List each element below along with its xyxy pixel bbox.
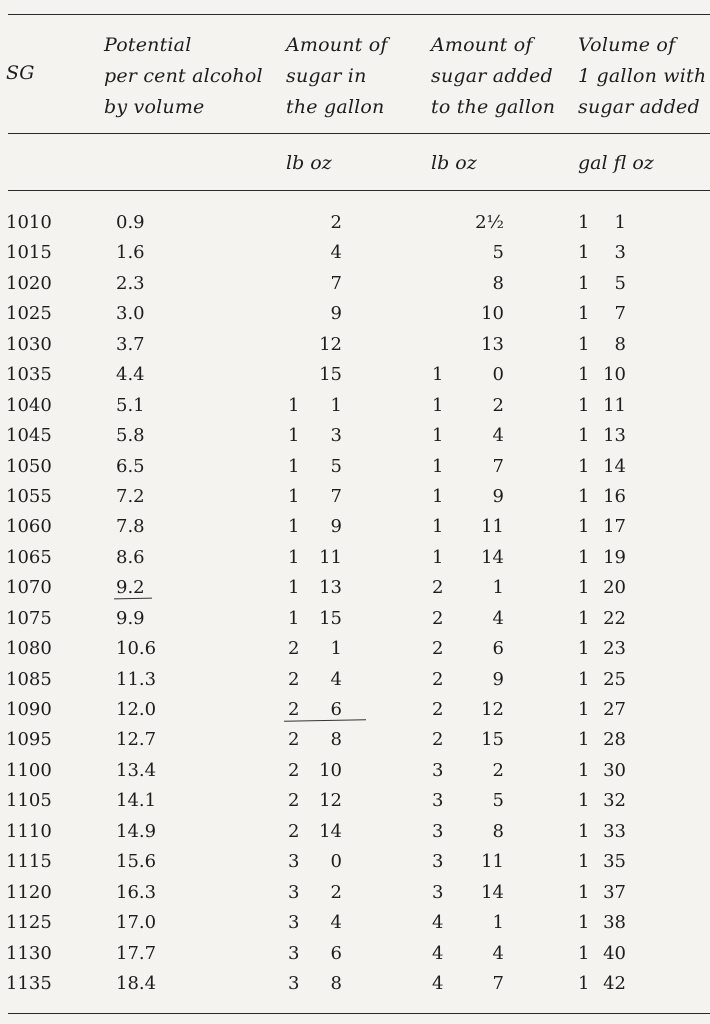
table-row [0, 269, 710, 299]
sugar-in-lb-cell: 1 [288, 425, 300, 447]
sugar-added-oz-cell: 4 [492, 942, 504, 964]
percent-cell: 15.6 [116, 851, 157, 873]
sugar-added-oz-cell: 7 [492, 455, 504, 477]
sugar-added-lb-cell: 1 [432, 394, 444, 416]
percent-cell: 14.1 [116, 790, 157, 812]
table-row [0, 238, 710, 268]
volume-gal-cell: 1 [578, 790, 590, 812]
sg-cell: 1035 [6, 364, 52, 386]
sugar-in-oz-cell: 6 [330, 942, 342, 964]
table-row [0, 756, 710, 786]
sugar-added-lb-cell: 2 [432, 668, 444, 690]
table-body [0, 208, 710, 999]
sugar-added-oz-cell: 14 [481, 881, 504, 903]
sugar-in-oz-cell: 14 [319, 820, 342, 842]
sugar-added-lb-cell: 1 [432, 485, 444, 507]
percent-cell: 3.7 [116, 333, 145, 355]
sg-cell: 1090 [6, 699, 52, 720]
sugar-added-oz-cell: 2 [492, 394, 504, 416]
header-rule [8, 133, 710, 134]
sugar-in-lb-cell: 1 [288, 485, 300, 507]
header-potential: Potential per cent alcohol by volume [104, 34, 263, 118]
volume-gal-cell: 1 [578, 881, 590, 903]
sugar-in-lb-cell: 2 [288, 729, 300, 751]
table-row [0, 817, 710, 847]
volume-floz-cell: 22 [603, 607, 626, 629]
percent-cell: 11.3 [116, 668, 157, 690]
volume-gal-cell: 1 [578, 242, 590, 264]
sugar-in-lb-cell: 1 [288, 607, 300, 629]
volume-floz-cell: 33 [603, 820, 626, 842]
volume-floz-cell: 28 [603, 729, 626, 751]
sg-cell: 1125 [6, 912, 52, 934]
volume-floz-cell: 40 [603, 942, 626, 964]
table-top-rule [8, 14, 710, 15]
table-row [0, 299, 710, 329]
sg-cell: 1105 [6, 790, 52, 812]
table-row [0, 634, 710, 664]
volume-floz-cell: 30 [603, 759, 626, 781]
sugar-in-lb-cell: 2 [288, 820, 300, 842]
table-row [0, 878, 710, 908]
sugar-in-oz-cell: 7 [330, 272, 342, 294]
volume-floz-cell: 13 [603, 425, 626, 447]
sugar-in-oz-cell: 8 [330, 972, 342, 994]
volume-floz-cell: 14 [603, 455, 626, 477]
volume-gal-cell: 1 [578, 364, 590, 386]
table-row [0, 573, 710, 603]
volume-gal-cell: 1 [578, 851, 590, 873]
volume-floz-cell: 16 [603, 485, 626, 507]
sugar-added-oz-cell: 2½ [475, 212, 504, 233]
sugar-in-oz-cell: 4 [330, 668, 342, 690]
sugar-in-oz-cell: 5 [330, 455, 342, 477]
sugar-in-oz-cell: 4 [330, 242, 342, 264]
sg-cell: 1075 [6, 607, 52, 629]
volume-floz-cell: 37 [603, 881, 626, 903]
table-row [0, 908, 710, 938]
sugar-in-lb-cell: 1 [288, 455, 300, 477]
sugar-in-lb-cell: 3 [288, 881, 300, 903]
table-row [0, 421, 710, 451]
sg-cell: 1040 [6, 394, 52, 416]
sugar-in-lb-cell: 1 [288, 546, 300, 568]
sg-cell: 1050 [6, 455, 52, 477]
sugar-added-lb-cell: 2 [432, 607, 444, 629]
volume-floz-cell: 3 [614, 242, 626, 264]
sugar-in-oz-cell: 8 [330, 729, 342, 751]
sugar-added-lb-cell: 3 [432, 881, 444, 903]
percent-cell: 5.1 [116, 394, 145, 416]
sg-cell: 1015 [6, 242, 52, 264]
sugar-added-oz-cell: 15 [481, 729, 504, 751]
sugar-added-lb-cell: 2 [432, 699, 444, 720]
percent-cell: 5.8 [116, 425, 145, 447]
volume-gal-cell: 1 [578, 212, 590, 233]
sugar-in-oz-cell: 11 [319, 546, 342, 568]
unit-amount-in: lb oz [286, 152, 332, 174]
volume-gal-cell: 1 [578, 425, 590, 447]
unit-amount-added: lb oz [431, 152, 477, 174]
sugar-added-lb-cell: 2 [432, 577, 444, 599]
sugar-in-oz-cell: 9 [330, 516, 342, 538]
sg-cell: 1060 [6, 516, 52, 538]
sugar-in-oz-cell: 2 [330, 881, 342, 903]
table-row [0, 725, 710, 755]
header-amount-added: Amount of sugar added to the gallon [431, 34, 556, 118]
sugar-in-oz-cell: 15 [319, 607, 342, 629]
sugar-in-lb-cell: 2 [288, 668, 300, 690]
sugar-added-lb-cell: 3 [432, 851, 444, 873]
volume-gal-cell: 1 [578, 912, 590, 934]
sugar-added-oz-cell: 14 [481, 546, 504, 568]
volume-gal-cell: 1 [578, 729, 590, 751]
volume-floz-cell: 1 [614, 212, 626, 233]
sugar-added-oz-cell: 5 [492, 790, 504, 812]
sugar-in-oz-cell: 10 [319, 759, 342, 781]
sugar-in-oz-cell: 3 [330, 425, 342, 447]
unit-volume: gal fl oz [578, 152, 654, 174]
sugar-added-lb-cell: 1 [432, 364, 444, 386]
percent-cell: 10.6 [116, 638, 157, 660]
sugar-added-lb-cell: 4 [432, 972, 444, 994]
sugar-added-lb-cell: 4 [432, 912, 444, 934]
volume-gal-cell: 1 [578, 577, 590, 599]
volume-floz-cell: 42 [603, 972, 626, 994]
header-sg: SG [6, 62, 35, 84]
table-row [0, 391, 710, 421]
percent-cell: 17.0 [116, 912, 157, 934]
sg-cell: 1030 [6, 333, 52, 355]
volume-floz-cell: 35 [603, 851, 626, 873]
sg-cell: 1100 [6, 759, 52, 781]
sg-cell: 1020 [6, 272, 52, 294]
sugar-added-oz-cell: 5 [492, 242, 504, 264]
volume-gal-cell: 1 [578, 607, 590, 629]
sugar-in-lb-cell: 1 [288, 577, 300, 599]
volume-gal-cell: 1 [578, 972, 590, 994]
volume-floz-cell: 8 [614, 333, 626, 355]
sugar-in-lb-cell: 2 [288, 638, 300, 660]
percent-cell: 0.9 [116, 212, 145, 233]
sugar-added-lb-cell: 4 [432, 942, 444, 964]
sugar-added-oz-cell: 9 [492, 668, 504, 690]
percent-cell: 18.4 [116, 972, 157, 994]
sugar-added-oz-cell: 4 [492, 425, 504, 447]
table-row [0, 512, 710, 542]
percent-cell: 1.6 [116, 242, 145, 264]
volume-gal-cell: 1 [578, 638, 590, 660]
volume-floz-cell: 10 [603, 364, 626, 386]
sugar-in-oz-cell: 1 [330, 638, 342, 660]
volume-floz-cell: 23 [603, 638, 626, 660]
percent-cell: 12.7 [116, 729, 157, 751]
volume-gal-cell: 1 [578, 272, 590, 294]
volume-gal-cell: 1 [578, 942, 590, 964]
percent-cell: 9.9 [116, 607, 145, 629]
sg-cell: 1045 [6, 425, 52, 447]
table-row [0, 482, 710, 512]
sugar-in-oz-cell: 0 [330, 851, 342, 873]
table-row [0, 786, 710, 816]
table-row [0, 208, 710, 238]
sugar-in-lb-cell: 2 [288, 699, 300, 720]
sugar-added-lb-cell: 1 [432, 546, 444, 568]
volume-gal-cell: 1 [578, 546, 590, 568]
sugar-added-oz-cell: 8 [492, 820, 504, 842]
sg-cell: 1010 [6, 212, 52, 233]
percent-cell: 7.8 [116, 516, 145, 538]
table-row [0, 847, 710, 877]
table-row [0, 939, 710, 969]
volume-gal-cell: 1 [578, 820, 590, 842]
sugar-added-oz-cell: 7 [492, 972, 504, 994]
sugar-added-lb-cell: 1 [432, 425, 444, 447]
percent-cell: 6.5 [116, 455, 145, 477]
sugar-added-lb-cell: 3 [432, 759, 444, 781]
sg-cell: 1080 [6, 638, 52, 660]
sugar-added-oz-cell: 8 [492, 272, 504, 294]
sg-cell: 1070 [6, 577, 52, 599]
sg-cell: 1130 [6, 942, 52, 964]
sugar-in-oz-cell: 4 [330, 912, 342, 934]
volume-floz-cell: 27 [603, 699, 626, 720]
sugar-in-oz-cell: 13 [319, 577, 342, 599]
table-row [0, 452, 710, 482]
volume-floz-cell: 11 [603, 394, 626, 416]
volume-floz-cell: 19 [603, 546, 626, 568]
sugar-in-oz-cell: 15 [319, 364, 342, 386]
sg-cell: 1085 [6, 668, 52, 690]
percent-cell: 14.9 [116, 820, 157, 842]
sg-cell: 1135 [6, 972, 52, 994]
sugar-added-oz-cell: 6 [492, 638, 504, 660]
volume-floz-cell: 25 [603, 668, 626, 690]
units-rule [8, 190, 710, 191]
sugar-added-oz-cell: 12 [481, 699, 504, 720]
sugar-added-oz-cell: 10 [481, 303, 504, 325]
table-row [0, 360, 710, 390]
volume-gal-cell: 1 [578, 333, 590, 355]
sugar-added-lb-cell: 3 [432, 790, 444, 812]
table-row [0, 604, 710, 634]
volume-floz-cell: 32 [603, 790, 626, 812]
sugar-added-lb-cell: 2 [432, 638, 444, 660]
percent-cell: 17.7 [116, 942, 157, 964]
sugar-in-oz-cell: 2 [330, 212, 342, 233]
sugar-in-lb-cell: 2 [288, 759, 300, 781]
sugar-in-lb-cell: 1 [288, 394, 300, 416]
volume-gal-cell: 1 [578, 516, 590, 538]
percent-cell: 4.4 [116, 364, 145, 386]
percent-cell: 2.3 [116, 272, 145, 294]
volume-gal-cell: 1 [578, 303, 590, 325]
percent-cell: 9.2 [116, 577, 145, 599]
percent-cell: 13.4 [116, 759, 157, 781]
sugar-added-oz-cell: 11 [481, 516, 504, 538]
volume-floz-cell: 17 [603, 516, 626, 538]
sugar-added-oz-cell: 1 [492, 577, 504, 599]
sugar-added-oz-cell: 0 [492, 364, 504, 386]
sugar-added-oz-cell: 2 [492, 759, 504, 781]
sugar-added-oz-cell: 4 [492, 607, 504, 629]
volume-floz-cell: 20 [603, 577, 626, 599]
sugar-added-lb-cell: 1 [432, 516, 444, 538]
volume-floz-cell: 7 [614, 303, 626, 325]
sugar-in-oz-cell: 6 [330, 699, 342, 720]
volume-floz-cell: 38 [603, 912, 626, 934]
percent-cell: 7.2 [116, 485, 145, 507]
header-volume: Volume of 1 gallon with sugar added [578, 34, 707, 118]
sugar-added-oz-cell: 1 [492, 912, 504, 934]
sg-cell: 1120 [6, 881, 52, 903]
table-row [0, 695, 710, 725]
sugar-in-lb-cell: 3 [288, 942, 300, 964]
table-bottom-rule [8, 1013, 710, 1014]
sugar-in-lb-cell: 3 [288, 912, 300, 934]
sugar-in-lb-cell: 3 [288, 851, 300, 873]
sugar-added-oz-cell: 9 [492, 485, 504, 507]
sugar-added-lb-cell: 1 [432, 455, 444, 477]
volume-gal-cell: 1 [578, 394, 590, 416]
sugar-added-oz-cell: 13 [481, 333, 504, 355]
volume-gal-cell: 1 [578, 455, 590, 477]
sugar-in-oz-cell: 12 [319, 333, 342, 355]
percent-cell: 16.3 [116, 881, 157, 903]
table-row [0, 969, 710, 999]
sugar-in-oz-cell: 9 [330, 303, 342, 325]
volume-gal-cell: 1 [578, 759, 590, 781]
volume-gal-cell: 1 [578, 699, 590, 720]
percent-cell: 12.0 [116, 699, 157, 720]
volume-gal-cell: 1 [578, 485, 590, 507]
sugar-in-oz-cell: 1 [330, 394, 342, 416]
volume-floz-cell: 5 [614, 272, 626, 294]
sg-cell: 1025 [6, 303, 52, 325]
table-row [0, 543, 710, 573]
sugar-added-oz-cell: 11 [481, 851, 504, 873]
sugar-in-oz-cell: 7 [330, 485, 342, 507]
percent-cell: 8.6 [116, 546, 145, 568]
sugar-in-lb-cell: 3 [288, 972, 300, 994]
sg-cell: 1065 [6, 546, 52, 568]
sugar-added-lb-cell: 3 [432, 820, 444, 842]
sugar-in-oz-cell: 12 [319, 790, 342, 812]
table-row [0, 665, 710, 695]
sg-cell: 1095 [6, 729, 52, 751]
sugar-added-lb-cell: 2 [432, 729, 444, 751]
sg-cell: 1115 [6, 851, 52, 873]
sg-cell: 1110 [6, 820, 52, 842]
sugar-in-lb-cell: 1 [288, 516, 300, 538]
volume-gal-cell: 1 [578, 668, 590, 690]
sg-cell: 1055 [6, 485, 52, 507]
sugar-in-lb-cell: 2 [288, 790, 300, 812]
header-amount-in: Amount of sugar in the gallon [286, 34, 388, 118]
percent-cell: 3.0 [116, 303, 145, 325]
table-row [0, 330, 710, 360]
